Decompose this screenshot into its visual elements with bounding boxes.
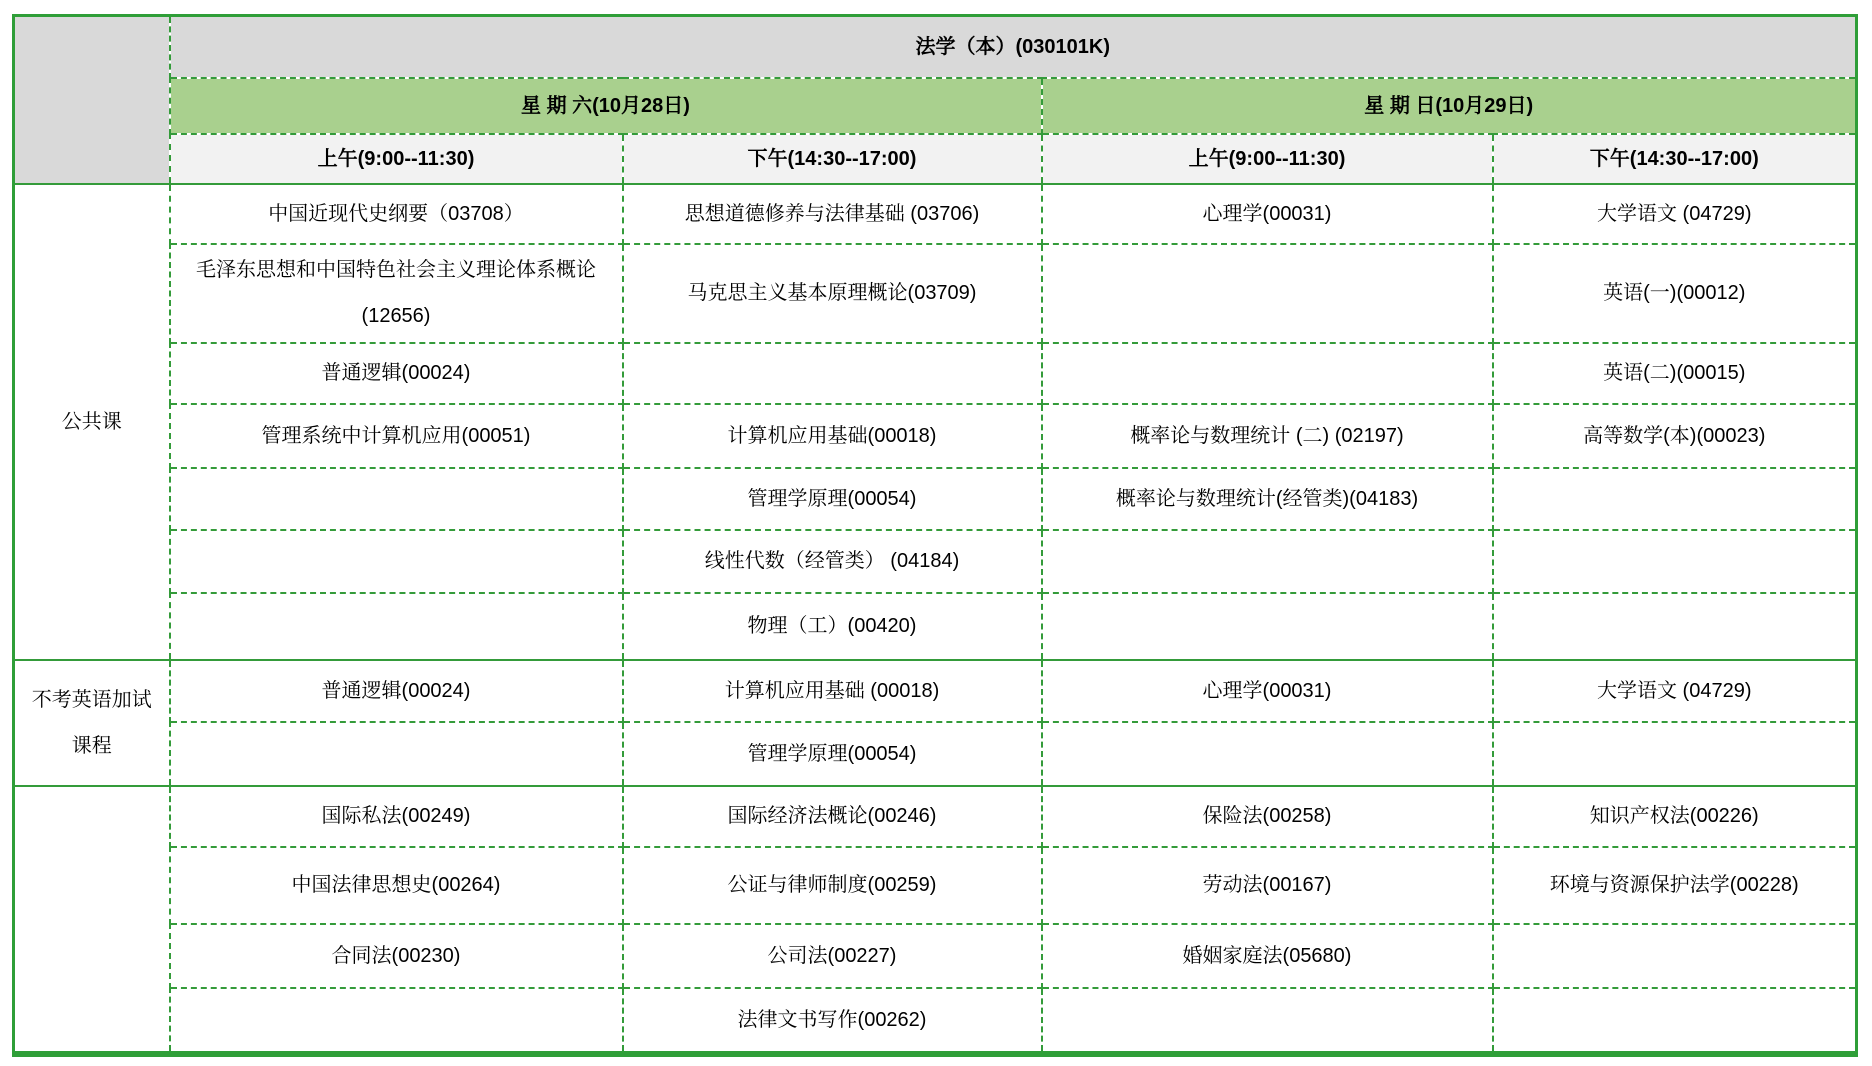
course-cell: 环境与资源保护法学(00228) xyxy=(1493,847,1857,924)
course-cell: 高等数学(本)(00023) xyxy=(1493,404,1857,468)
course-cell: 概率论与数理统计(经管类)(04183) xyxy=(1042,468,1493,530)
course-cell: 计算机应用基础 (00018) xyxy=(623,660,1042,722)
day-header-sunday: 星 期 日(10月29日) xyxy=(1042,78,1857,134)
table-row xyxy=(14,786,1857,847)
time-header-sun-am: 上午(9:00--11:30) xyxy=(1042,134,1493,184)
course-cell: 物理（工）(00420) xyxy=(623,593,1042,660)
course-cell xyxy=(1493,988,1857,1054)
time-header-sat-pm: 下午(14:30--17:00) xyxy=(623,134,1042,184)
course-cell: 马克思主义基本原理概论(03709) xyxy=(623,244,1042,343)
table-row xyxy=(14,924,1857,988)
course-cell xyxy=(1042,343,1493,404)
time-header-sun-pm: 下午(14:30--17:00) xyxy=(1493,134,1857,184)
time-header-sat-am: 上午(9:00--11:30) xyxy=(170,134,623,184)
table-row xyxy=(14,184,1857,244)
course-cell: 法律文书写作(00262) xyxy=(623,988,1042,1054)
table-row xyxy=(14,593,1857,660)
group-label-public-courses: 公共课 xyxy=(14,184,170,660)
course-cell: 保险法(00258) xyxy=(1042,786,1493,847)
course-cell xyxy=(1493,593,1857,660)
course-cell xyxy=(1042,530,1493,593)
group-label-empty xyxy=(14,786,170,1054)
course-cell: 劳动法(00167) xyxy=(1042,847,1493,924)
course-cell: 线性代数（经管类） (04184) xyxy=(623,530,1042,593)
course-cell: 国际经济法概论(00246) xyxy=(623,786,1042,847)
table-row xyxy=(14,468,1857,530)
course-cell xyxy=(1493,468,1857,530)
course-cell: 合同法(00230) xyxy=(170,924,623,988)
course-cell: 管理学原理(00054) xyxy=(623,468,1042,530)
course-cell: 思想道德修养与法律基础 (03706) xyxy=(623,184,1042,244)
course-cell xyxy=(170,468,623,530)
course-cell: 心理学(00031) xyxy=(1042,660,1493,722)
table-row xyxy=(14,530,1857,593)
course-cell: 概率论与数理统计 (二) (02197) xyxy=(1042,404,1493,468)
course-cell: 毛泽东思想和中国特色社会主义理论体系概论(12656) xyxy=(170,244,623,343)
course-cell: 公司法(00227) xyxy=(623,924,1042,988)
course-cell: 英语(二)(00015) xyxy=(1493,343,1857,404)
course-cell xyxy=(1493,924,1857,988)
corner-cell xyxy=(14,16,170,184)
course-cell: 大学语文 (04729) xyxy=(1493,184,1857,244)
course-cell xyxy=(1042,244,1493,343)
course-cell: 计算机应用基础(00018) xyxy=(623,404,1042,468)
course-cell: 普通逻辑(00024) xyxy=(170,660,623,722)
course-cell xyxy=(170,530,623,593)
course-cell: 管理学原理(00054) xyxy=(623,722,1042,786)
group-label-no-english-extra: 不考英语加试课程 xyxy=(14,660,170,786)
table-row xyxy=(14,404,1857,468)
course-cell: 大学语文 (04729) xyxy=(1493,660,1857,722)
course-cell xyxy=(170,722,623,786)
exam-schedule-table xyxy=(12,14,1858,1057)
day-header-row xyxy=(14,78,1857,134)
title-row xyxy=(14,16,1857,78)
course-cell: 中国法律思想史(00264) xyxy=(170,847,623,924)
course-cell: 管理系统中计算机应用(00051) xyxy=(170,404,623,468)
time-header-row xyxy=(14,134,1857,184)
course-cell xyxy=(1493,530,1857,593)
table-row xyxy=(14,244,1857,343)
course-cell xyxy=(1042,722,1493,786)
day-header-saturday: 星 期 六(10月28日) xyxy=(170,78,1042,134)
course-cell: 中国近现代史纲要（03708） xyxy=(170,184,623,244)
course-cell: 英语(一)(00012) xyxy=(1493,244,1857,343)
course-cell: 公证与律师制度(00259) xyxy=(623,847,1042,924)
course-cell: 婚姻家庭法(05680) xyxy=(1042,924,1493,988)
course-cell xyxy=(170,988,623,1054)
table-row xyxy=(14,343,1857,404)
course-cell xyxy=(623,343,1042,404)
table-row xyxy=(14,660,1857,722)
course-cell: 心理学(00031) xyxy=(1042,184,1493,244)
course-cell xyxy=(1493,722,1857,786)
program-title: 法学（本）(030101K) xyxy=(170,16,1857,78)
course-cell: 普通逻辑(00024) xyxy=(170,343,623,404)
course-cell: 国际私法(00249) xyxy=(170,786,623,847)
table-row xyxy=(14,722,1857,786)
table-row xyxy=(14,847,1857,924)
course-cell xyxy=(170,593,623,660)
course-cell xyxy=(1042,593,1493,660)
table-row xyxy=(14,988,1857,1054)
course-cell xyxy=(1042,988,1493,1054)
course-cell: 知识产权法(00226) xyxy=(1493,786,1857,847)
